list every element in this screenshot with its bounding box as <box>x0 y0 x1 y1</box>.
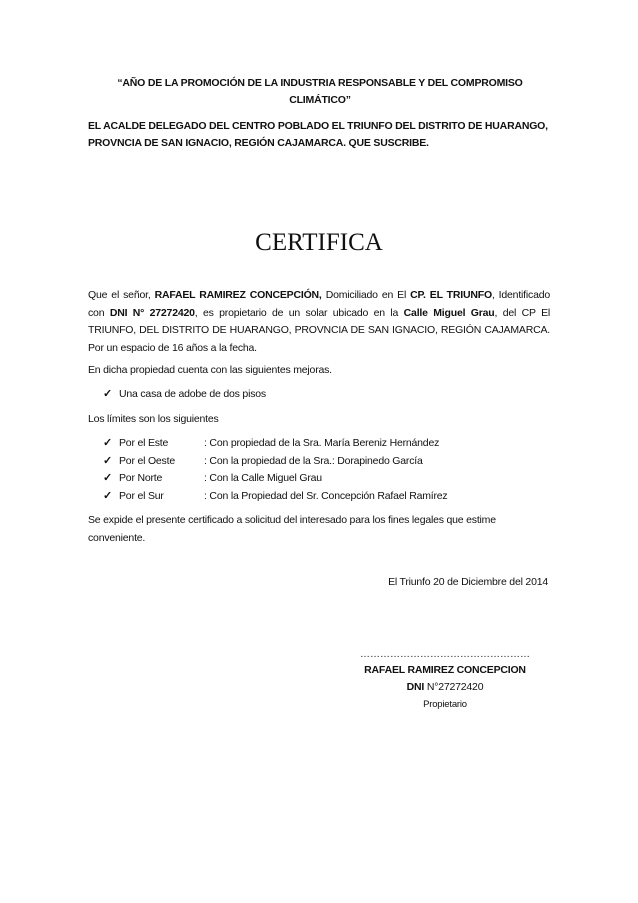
owner-dni: DNI N° 27272420 <box>109 306 195 319</box>
limit-direction: Por el Sur <box>119 489 164 502</box>
limit-text: : Con la propiedad de la Sra.: Dorapinedo García <box>204 454 423 467</box>
intro-text-3: , Identificado con <box>88 289 550 319</box>
owner-name: RAFAEL RAMIREZ CONCEPCIÓN, <box>154 289 322 301</box>
limit-direction: Por el Oeste <box>119 454 175 467</box>
checkmark-icon: ✓ <box>103 489 113 502</box>
list-item <box>103 470 448 488</box>
signature-block <box>355 648 535 713</box>
list-item <box>103 488 448 506</box>
list-item <box>103 386 266 404</box>
checkmark-icon: ✓ <box>103 454 113 467</box>
improvement-text: Una casa de adobe de dos pisos <box>119 388 266 400</box>
limit-direction: Por Norte <box>119 472 163 484</box>
checkmark-icon: ✓ <box>103 472 113 484</box>
list-item <box>103 435 448 453</box>
checkmark-icon: ✓ <box>103 388 113 400</box>
limit-text: : Con la Calle Miguel Grau <box>204 472 322 484</box>
improvements-label: En dicha propiedad cuenta con las siguientes mejoras. <box>88 364 332 376</box>
place-name: CP. EL TRIUNFO <box>410 289 492 301</box>
checkmark-icon: ✓ <box>103 437 113 449</box>
intro-paragraph <box>88 287 550 357</box>
intro-text-1: Que el señor, <box>88 289 155 301</box>
signer-name: RAFAEL RAMIREZ CONCEPCION <box>364 664 526 676</box>
signer-role: Propietario <box>423 699 467 710</box>
street-name: Calle Miguel Grau <box>403 306 495 319</box>
signer-dni-value: N°27272420 <box>424 681 484 693</box>
intro-text-5: , del CP El TRIUNFO, DEL DISTRITO DE HUARANGO, PROVNCIA DE SAN IGNACIO, REGIÓN CAJAMARCA. Por un espacio de 16 años a la fecha. <box>88 306 551 354</box>
limits-label: Los límites son los siguientes <box>88 413 219 425</box>
list-item <box>103 453 448 471</box>
signer-dni-label: DNI <box>406 681 425 693</box>
expedite-paragraph: Se expide el presente certificado a solicitud del interesado para los fines legales que estime conveniente. <box>88 514 496 544</box>
limit-text: : Con propiedad de la Sra. María Bereniz Hernández <box>204 437 440 449</box>
limits-list <box>103 435 448 505</box>
intro-text-4: , es propietario de un solar ubicado en la <box>194 306 404 319</box>
signer-dni <box>355 679 535 696</box>
document-date: El Triunfo 20 de Diciembre del 2014 <box>388 576 548 588</box>
year-heading: “AÑO DE LA PROMOCIÓN DE LA INDUSTRIA RESPONSABLE Y DEL COMPROMISO CLIMÁTICO” <box>117 77 523 106</box>
limit-direction: Por el Este <box>119 437 169 449</box>
limit-text: : Con la Propiedad del Sr. Concepción Rafael Ramírez <box>204 489 448 502</box>
signature-line: …………………………………………… <box>360 649 530 660</box>
document-title: CERTIFICA <box>255 229 383 256</box>
intro-text-2: Domiciliado en El <box>321 289 411 301</box>
authority-heading: EL ACALDE DELEGADO DEL CENTRO POBLADO EL TRIUNFO DEL DISTRITO DE HUARANGO, PROVNCIA DE SAN IGNACIO, REGIÓN CAJAMARCA. QUE SUSCRIBE. <box>88 120 548 149</box>
improvements-list <box>103 386 266 404</box>
